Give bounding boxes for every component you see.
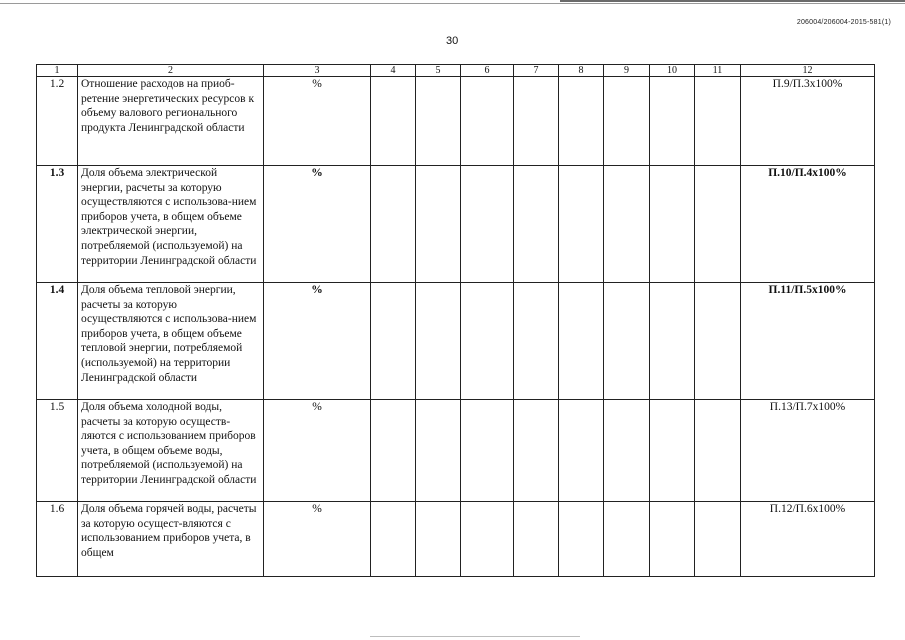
empty-cell (559, 283, 604, 400)
empty-cell (371, 166, 416, 283)
empty-cell (371, 502, 416, 577)
unit-cell: % (264, 77, 371, 166)
scan-top-edge-line (0, 3, 905, 4)
empty-cell (416, 166, 461, 283)
column-number-cell: 8 (559, 65, 604, 77)
indicators-table (36, 64, 875, 577)
empty-cell (695, 400, 741, 502)
scan-top-edge-mark (560, 0, 905, 2)
indicator-name: Доля объема холодной воды, расчеты за которую осуществ-ляются с использованием приборов учета, в общем объеме воды, потребляемой (используемой) на территории Ленинградской области (78, 400, 264, 502)
empty-cell (416, 502, 461, 577)
table-row (37, 77, 875, 166)
empty-cell (695, 77, 741, 166)
empty-cell (559, 502, 604, 577)
column-number-cell: 11 (695, 65, 741, 77)
table-row (37, 400, 875, 502)
row-number: 1.2 (37, 77, 78, 166)
empty-cell (604, 77, 650, 166)
column-number-cell: 7 (514, 65, 559, 77)
table-row (37, 502, 875, 577)
row-number: 1.4 (37, 283, 78, 400)
empty-cell (695, 166, 741, 283)
empty-cell (416, 77, 461, 166)
empty-cell (461, 400, 514, 502)
column-number-cell: 1 (37, 65, 78, 77)
empty-cell (371, 283, 416, 400)
empty-cell (514, 77, 559, 166)
empty-cell (695, 283, 741, 400)
column-number-cell: 6 (461, 65, 514, 77)
formula-cell: П.9/П.3х100% (741, 77, 875, 166)
empty-cell (604, 283, 650, 400)
empty-cell (461, 502, 514, 577)
indicator-name: Отношение расходов на приоб-ретение энергетических ресурсов к объему валового регионального продукта Ленинградской области (78, 77, 264, 166)
document-id: 206004/206004-2015-581(1) (796, 19, 891, 26)
scan-bottom-edge-line (370, 636, 580, 637)
unit-cell: % (264, 502, 371, 577)
empty-cell (650, 502, 695, 577)
empty-cell (559, 400, 604, 502)
unit-cell: % (264, 400, 371, 502)
row-number: 1.6 (37, 502, 78, 577)
empty-cell (416, 400, 461, 502)
indicator-name: Доля объема тепловой энергии, расчеты за которую осуществляются с использова-нием приборов учета, в общем объеме тепловой энергии, потребляемой (используемой) на территории Ленинградской области (78, 283, 264, 400)
indicator-name: Доля объема горячей воды, расчеты за которую осущест-вляются с использованием приборов учета, в общем (78, 502, 264, 577)
formula-cell: П.13/П.7х100% (741, 400, 875, 502)
empty-cell (514, 400, 559, 502)
page-number: 30 (446, 35, 459, 47)
empty-cell (559, 77, 604, 166)
table-row (37, 166, 875, 283)
empty-cell (604, 502, 650, 577)
empty-cell (650, 400, 695, 502)
empty-cell (695, 502, 741, 577)
formula-cell: П.12/П.6х100% (741, 502, 875, 577)
empty-cell (604, 166, 650, 283)
table-row (37, 283, 875, 400)
column-number-cell: 3 (264, 65, 371, 77)
empty-cell (650, 77, 695, 166)
empty-cell (650, 283, 695, 400)
column-number-cell: 2 (78, 65, 264, 77)
row-number: 1.5 (37, 400, 78, 502)
empty-cell (559, 166, 604, 283)
unit-cell: % (264, 166, 371, 283)
empty-cell (371, 77, 416, 166)
unit-cell: % (264, 283, 371, 400)
empty-cell (514, 502, 559, 577)
empty-cell (604, 400, 650, 502)
row-number: 1.3 (37, 166, 78, 283)
column-number-cell: 5 (416, 65, 461, 77)
empty-cell (514, 166, 559, 283)
column-number-cell: 12 (741, 65, 875, 77)
formula-cell: П.10/П.4х100% (741, 166, 875, 283)
empty-cell (461, 77, 514, 166)
empty-cell (514, 283, 559, 400)
column-number-cell: 9 (604, 65, 650, 77)
column-number-row (37, 65, 875, 77)
empty-cell (371, 400, 416, 502)
column-number-cell: 4 (371, 65, 416, 77)
formula-cell: П.11/П.5х100% (741, 283, 875, 400)
empty-cell (650, 166, 695, 283)
empty-cell (461, 166, 514, 283)
column-number-cell: 10 (650, 65, 695, 77)
empty-cell (461, 283, 514, 400)
indicator-name: Доля объема электрической энергии, расчеты за которую осуществляются с использова-нием приборов учета, в общем объеме электрической энергии, потребляемой (используемой) на территории Ленинградской области (78, 166, 264, 283)
empty-cell (416, 283, 461, 400)
